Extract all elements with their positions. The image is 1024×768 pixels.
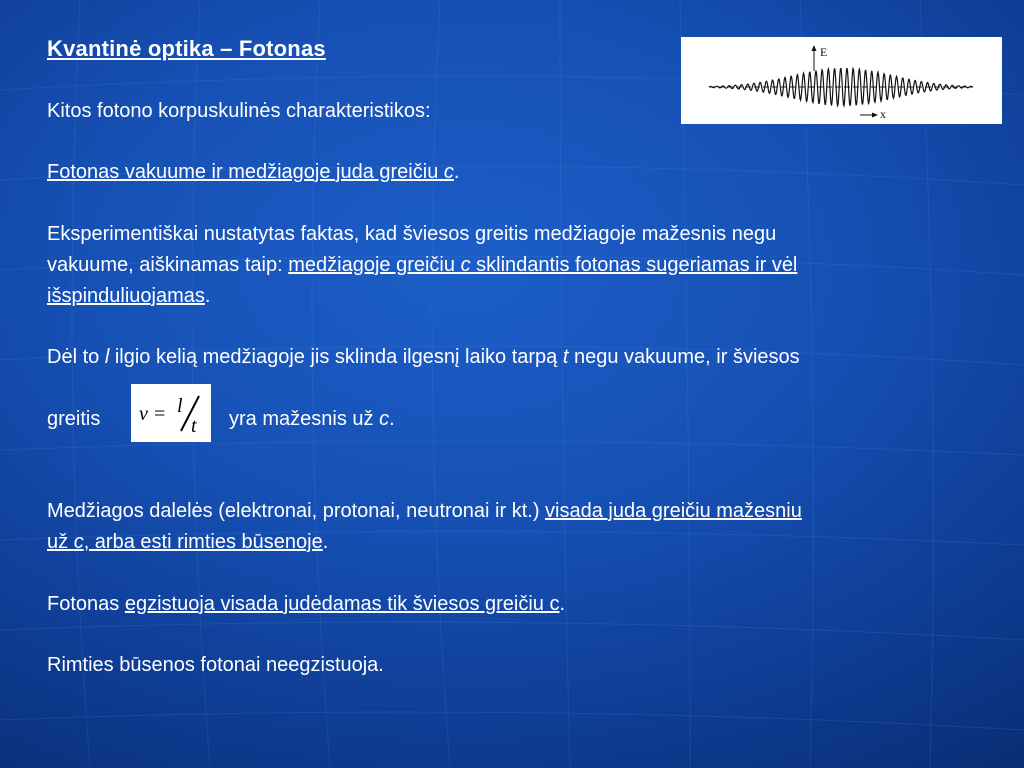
- paragraph-photon-exists: Fotonas egzistuoja visada judėdamas tik šviesos greičiu c.: [47, 593, 566, 615]
- e-arrow-head: [812, 45, 817, 51]
- e-axis-label: E: [820, 45, 828, 59]
- var-t: t: [562, 346, 569, 368]
- var-c: c: [443, 161, 454, 183]
- paragraph-path: Dėl to l ilgio kelią medžiagoje jis sklinda ilgesnį laiko tarpą t negu vakuume, ir šviesos: [47, 346, 800, 368]
- experiment-explanation: medžiagoje greičiu c sklindantis fotonas sugeriamas ir vėl: [288, 254, 798, 276]
- paragraph-experiment: Eksperimentiškai nustatytas faktas, kad šviesos greitis medžiagoje mažesnis negu vakuume, aiškinamas taip: medžiagoje greičiu c sklindantis fotonas sugeriamas ir vėl išspinduliuojamas.: [47, 223, 798, 307]
- wave-packet-diagram: [681, 37, 1002, 124]
- formula-numerator: l: [177, 395, 183, 417]
- x-arrow-head: [872, 113, 878, 118]
- paragraph-intro: Kitos fotono korpuskulinės charakteristikos:: [47, 100, 431, 122]
- formula-graphic: [131, 384, 211, 442]
- formula-eq: =: [154, 403, 166, 425]
- wave-packet-figure: [681, 37, 1002, 124]
- velocity-formula: [131, 384, 211, 442]
- paragraph-speed: Fotonas vakuume ir medžiagoje juda greičiu c.: [47, 161, 460, 183]
- var-c: c: [460, 254, 471, 276]
- x-axis-label: x: [880, 107, 886, 121]
- slide-title: Kvantinė optika – Fotonas: [47, 36, 326, 61]
- var-c: c: [73, 531, 84, 553]
- speed-statement: Fotonas vakuume ir medžiagoje juda greičiu c: [47, 161, 454, 183]
- photon-statement: egzistuoja visada judėdamas tik šviesos greičiu c: [124, 593, 560, 615]
- formula-lhs: v: [139, 403, 148, 425]
- particles-statement: už c, arba esti rimties būsenoje: [47, 531, 323, 553]
- var-l: l: [104, 346, 110, 368]
- var-c: c: [379, 408, 390, 430]
- formula-denominator: t: [191, 415, 197, 437]
- paragraph-particles: Medžiagos dalelės (elektronai, protonai, neutronai ir kt.) visada juda greičiu mažesniu už c, arba esti rimties būsenoje.: [47, 500, 802, 553]
- paragraph-slower: yra mažesnis už c.: [229, 408, 395, 430]
- greitis-label: greitis: [47, 408, 101, 430]
- paragraph-rest: Rimties būsenos fotonai neegzistuoja.: [47, 654, 384, 676]
